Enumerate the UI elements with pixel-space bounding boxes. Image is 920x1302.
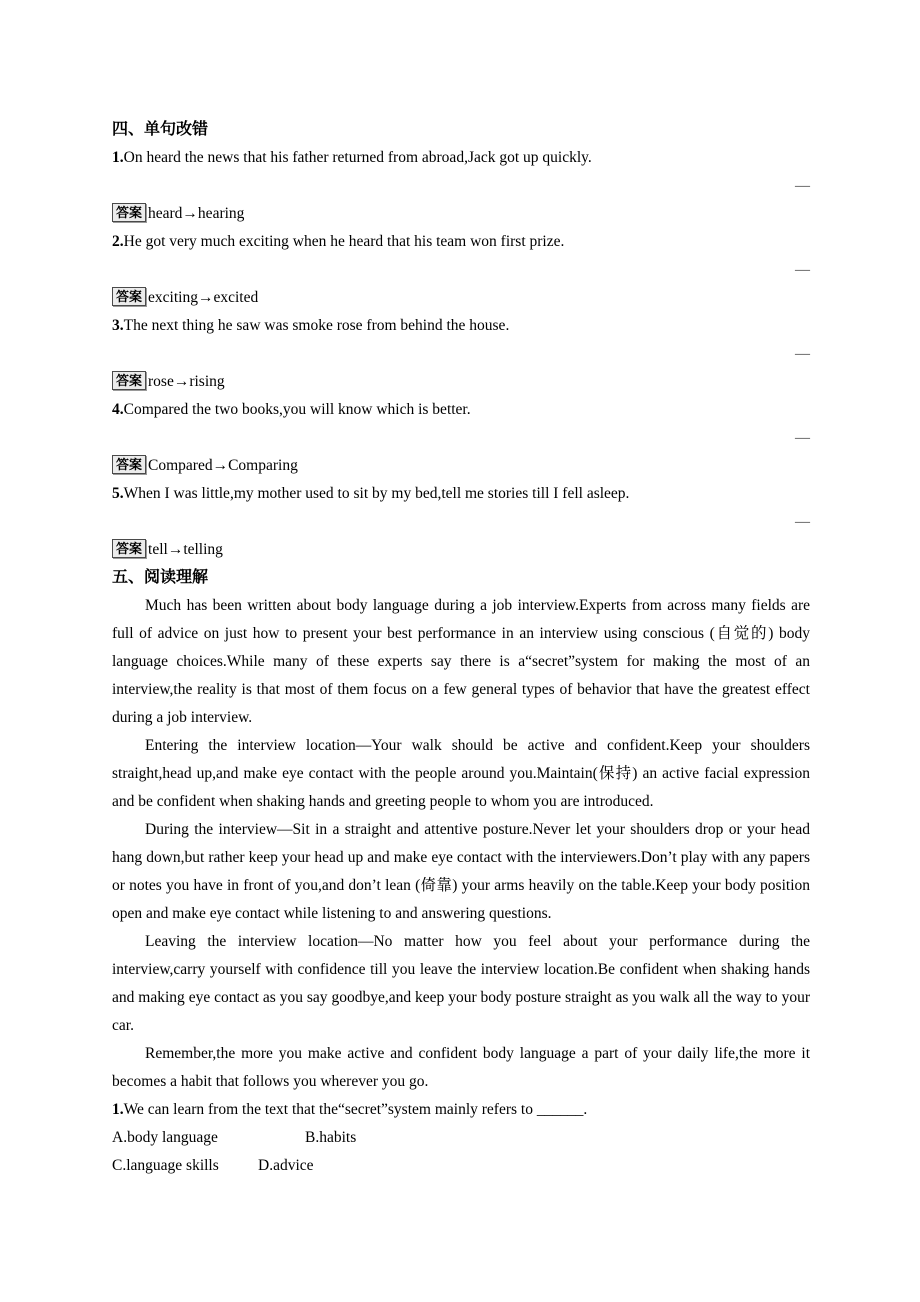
- answer-label-box: 答案: [112, 539, 146, 558]
- answer-text: rose→rising: [148, 373, 225, 390]
- answer-blank-line: [112, 340, 810, 368]
- answer-text: exciting→excited: [148, 289, 259, 306]
- question-number: 5.: [112, 485, 124, 502]
- question-text: The next thing he saw was smoke rose from behind the house.: [123, 317, 510, 334]
- passage-paragraph: Much has been written about body language during a job interview.Experts from across many fields are full of advice on just how to present your best performance in an interview using conscious (自觉的) body language choices.While many of these experts say there is a“secret”system for making the most of an interview,the reality is that most of them focus on a few general types of behavior that have the greatest effect during a job interview.: [112, 597, 810, 726]
- answer-line: [112, 200, 810, 228]
- answer-blank-line: [112, 508, 810, 536]
- question-number: 4.: [112, 401, 124, 418]
- answer-line: [112, 284, 810, 312]
- blank-dash: —: [795, 262, 810, 278]
- option-d: D.advice: [258, 1157, 314, 1174]
- options-row-1: [112, 1124, 810, 1152]
- question-number: 1.: [112, 1101, 124, 1118]
- question-text: When I was little,my mother used to sit by my bed,tell me stories till I fell asleep.: [123, 485, 630, 502]
- correction-item: [112, 480, 810, 564]
- section-heading-reading: 五、阅读理解: [112, 569, 209, 586]
- passage-paragraph: Entering the interview location—Your walk should be active and confident.Keep your shoulders straight,head up,and make eye contact with the people around you.Maintain(保持) an active facial expression and be confident when shaking hands and greeting people to whom you are introduced.: [112, 737, 810, 810]
- option-c: C.language skills: [112, 1157, 219, 1174]
- correction-question: [112, 312, 810, 340]
- answer-label-box: 答案: [112, 455, 146, 474]
- passage-paragraph: Leaving the interview location—No matter how you feel about your performance during the interview,carry yourself with confidence till you leave the interview location.Be confident when shaking hands and making eye contact as you say goodbye,and keep your body posture straight as you walk all the way to your car.: [112, 933, 810, 1034]
- correction-item: [112, 144, 810, 228]
- question-text: We can learn from the text that the“secret”system mainly refers to ______.: [123, 1101, 588, 1118]
- correction-question: [112, 228, 810, 256]
- options-row-2: [112, 1152, 810, 1180]
- question-text: He got very much exciting when he heard that his team won first prize.: [123, 233, 565, 250]
- reading-question: [112, 1096, 810, 1124]
- answer-text: heard→hearing: [148, 205, 245, 222]
- answer-blank-line: [112, 172, 810, 200]
- blank-dash: —: [795, 346, 810, 362]
- blank-dash: —: [795, 178, 810, 194]
- blank-dash: —: [795, 430, 810, 446]
- question-number: 1.: [112, 149, 124, 166]
- answer-blank-line: [112, 256, 810, 284]
- blank-dash: —: [795, 514, 810, 530]
- option-a: A.body language: [112, 1129, 218, 1146]
- answer-label-box: 答案: [112, 371, 146, 390]
- answer-text: tell→telling: [148, 541, 223, 558]
- answer-label-box: 答案: [112, 203, 146, 222]
- correction-question: [112, 480, 810, 508]
- answer-line: [112, 368, 810, 396]
- answer-label-box: 答案: [112, 287, 146, 306]
- section-heading-correction: 四、单句改错: [112, 121, 209, 138]
- correction-question: [112, 396, 810, 424]
- correction-item: [112, 312, 810, 396]
- correction-item: [112, 228, 810, 312]
- answer-blank-line: [112, 424, 810, 452]
- answer-text: Compared→Comparing: [148, 457, 298, 474]
- question-number: 3.: [112, 317, 124, 334]
- correction-item: [112, 396, 810, 480]
- question-text: On heard the news that his father returned from abroad,Jack got up quickly.: [123, 149, 592, 166]
- answer-line: [112, 452, 810, 480]
- option-b: B.habits: [305, 1129, 357, 1146]
- question-text: Compared the two books,you will know which is better.: [123, 401, 471, 418]
- correction-question: [112, 144, 810, 172]
- question-number: 2.: [112, 233, 124, 250]
- answer-line: [112, 536, 810, 564]
- passage-paragraph: During the interview—Sit in a straight and attentive posture.Never let your shoulders drop or your head hang down,but rather keep your head up and make eye contact with the interviewers.Don’t play with any papers or notes you have in front of you,and don’t lean (倚靠) your arms heavily on the table.Keep your body position open and make eye contact while listening to and answering questions.: [112, 821, 810, 922]
- passage-paragraph: Remember,the more you make active and confident body language a part of your daily life,the more it becomes a habit that follows you wherever you go.: [112, 1045, 810, 1090]
